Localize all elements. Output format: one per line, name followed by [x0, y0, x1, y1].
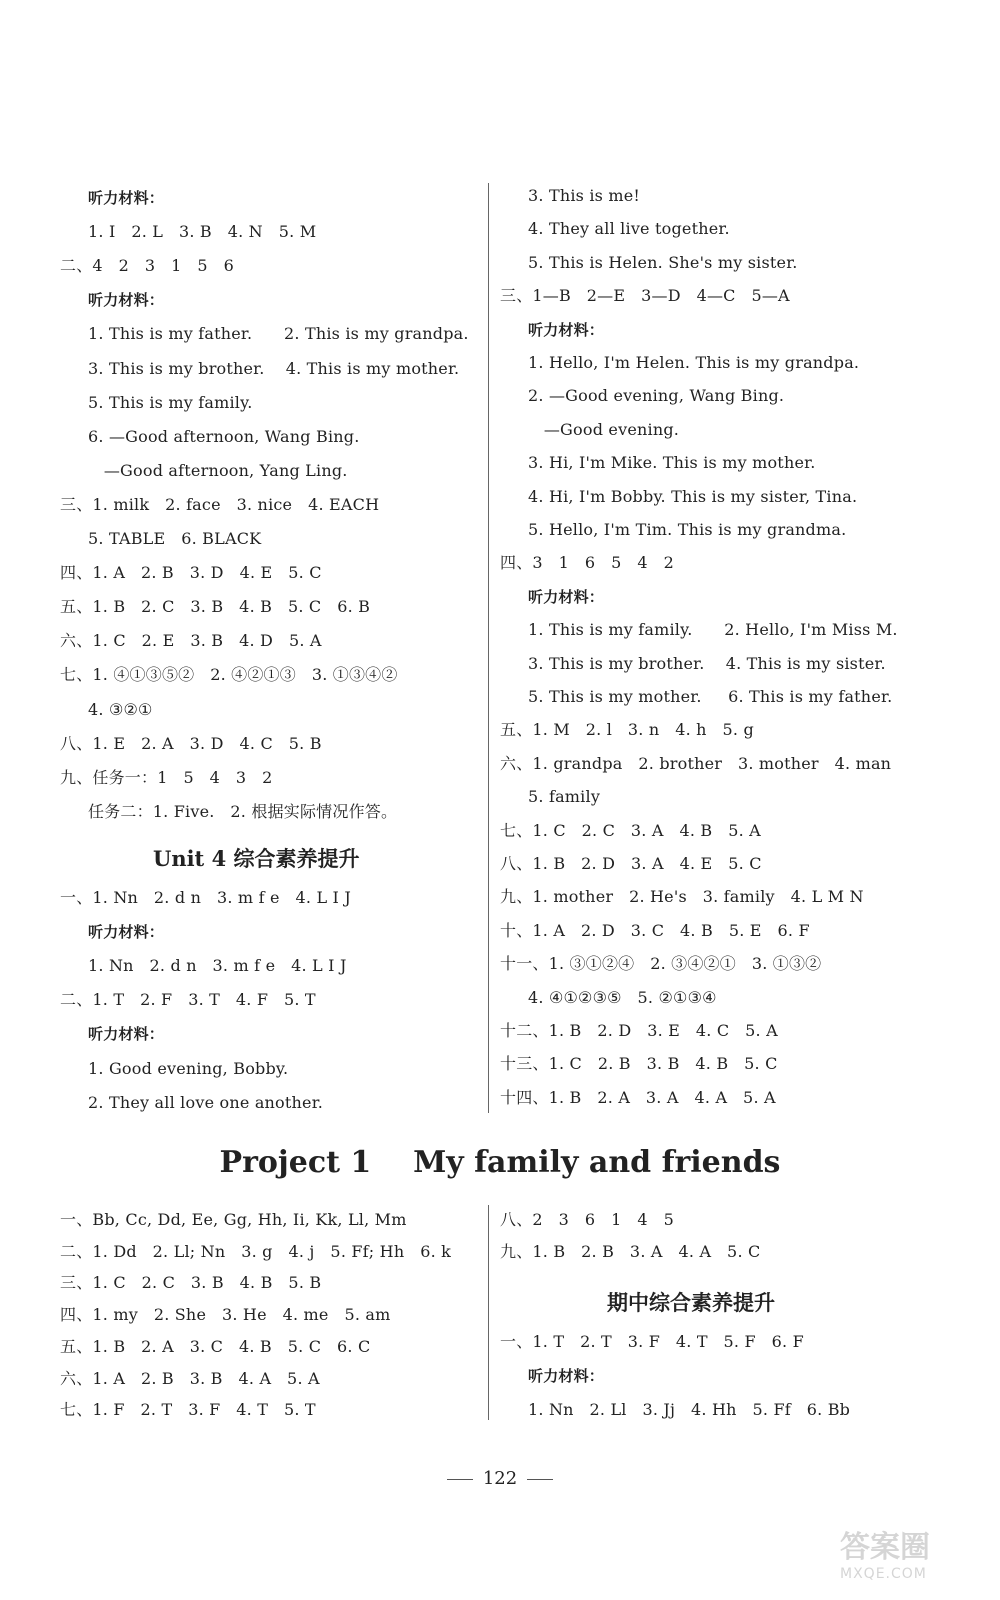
listening-material-heading: 听力材料：	[528, 1367, 605, 1385]
page-number: 122	[0, 1468, 1000, 1489]
column-divider-top	[488, 183, 489, 1113]
answer-line: 九、1. mother 2. He's 3. family 4. L M N	[500, 887, 864, 907]
answer-line: 任务二：1. Five. 2. 根据实际情况作答。	[88, 801, 398, 821]
answer-line: 5. This is my family.	[88, 392, 253, 412]
project-title: Project 1 My family and friends	[219, 1145, 781, 1180]
answer-line: 5. This is my mother. 6. This is my father.	[528, 687, 893, 706]
answer-line: 二、1. T 2. F 3. T 4. F 5. T	[60, 990, 316, 1010]
answer-line: 1. Nn 2. d n 3. m f e 4. L I J	[88, 956, 347, 976]
listening-material-heading: 听力材料：	[88, 1025, 165, 1044]
answer-line: 1. Hello, I'm Helen. This is my grandpa.	[528, 353, 860, 372]
unit4-title: Unit 4 综合素养提升	[153, 846, 360, 871]
answer-line: 四、1. A 2. B 3. D 4. E 5. C	[60, 563, 322, 583]
answer-line: 4. Hi, I'm Bobby. This is my sister, Tina.	[528, 486, 858, 506]
answer-line: 一、1. T 2. T 3. F 4. T 5. F 6. F	[500, 1332, 804, 1351]
listening-material-heading: 听力材料：	[88, 923, 165, 942]
answer-line: 六、1. A 2. B 3. B 4. A 5. A	[60, 1368, 320, 1388]
answer-line: 三、1. C 2. C 3. B 4. B 5. B	[60, 1273, 322, 1293]
answer-line: 4. ④①②③⑤ 5. ②①③④	[528, 987, 717, 1007]
answer-line: 四、3 1 6 5 4 2	[500, 553, 674, 573]
answer-line: 二、4 2 3 1 5 6	[60, 256, 234, 276]
answer-line: 二、1. Dd 2. Ll; Nn 3. g 4. j 5. Ff; Hh 6. k	[60, 1241, 452, 1261]
answer-line: 1. Nn 2. Ll 3. Jj 4. Hh 5. Ff 6. Bb	[528, 1400, 851, 1419]
answer-line: 3. This is me!	[528, 186, 641, 205]
answer-line: 一、1. Nn 2. d n 3. m f e 4. L I J	[60, 888, 351, 907]
column-divider-bottom	[488, 1205, 489, 1420]
answer-line: 七、1. F 2. T 3. F 4. T 5. T	[60, 1400, 316, 1420]
watermark-logo	[840, 1522, 980, 1592]
answer-line: 五、1. B 2. C 3. B 4. B 5. C 6. B	[60, 597, 371, 617]
answer-line: 十三、1. C 2. B 3. B 4. B 5. C	[500, 1054, 778, 1074]
answer-line: 1. This is my father. 2. This is my grandpa.	[88, 324, 469, 344]
answer-line: 三、1—B 2—E 3—D 4—C 5—A	[500, 286, 790, 306]
answer-line: 1. Good evening, Bobby.	[88, 1058, 289, 1078]
answer-line: 1. This is my family. 2. Hello, I'm Miss M.	[528, 620, 898, 640]
answer-line: 九、1. B 2. B 3. A 4. A 5. C	[500, 1241, 761, 1261]
answer-line: —Good afternoon, Yang Ling.	[88, 460, 348, 480]
answer-line: 四、1. my 2. She 3. He 4. me 5. am	[60, 1305, 391, 1325]
answer-line: 5. family	[528, 787, 601, 807]
answer-line: 一、Bb, Cc, Dd, Ee, Gg, Hh, Ii, Kk, Ll, Mm	[60, 1210, 407, 1229]
answer-line: —Good evening.	[528, 419, 680, 439]
answer-line: 3. This is my brother. 4. This is my sister.	[528, 653, 886, 673]
answer-line: 十二、1. B 2. D 3. E 4. C 5. A	[500, 1021, 778, 1040]
answer-line: 八、1. B 2. D 3. A 4. E 5. C	[500, 854, 762, 873]
answer-line: 八、2 3 6 1 4 5	[500, 1210, 674, 1229]
answer-line: 2. —Good evening, Wang Bing.	[528, 386, 785, 406]
answer-line: 六、1. C 2. E 3. B 4. D 5. A	[60, 631, 322, 651]
midterm-title: 期中综合素养提升	[607, 1290, 775, 1315]
answer-line: 5. Hello, I'm Tim. This is my grandma.	[528, 520, 847, 539]
answer-line: 七、1. ④①③⑤② 2. ④②①③ 3. ①③④②	[60, 665, 398, 685]
listening-material-heading: 听力材料：	[88, 291, 165, 310]
answer-line: 4. They all live together.	[528, 219, 730, 239]
watermark-bottom: MXQE.COM	[840, 1566, 927, 1582]
listening-material-heading: 听力材料：	[528, 320, 605, 339]
answer-line: 2. They all love one another.	[88, 1092, 324, 1112]
answer-line: 五、1. B 2. A 3. C 4. B 5. C 6. C	[60, 1336, 371, 1356]
answer-line: 3. This is my brother. 4. This is my mother.	[88, 358, 460, 378]
answer-line: 1. I 2. L 3. B 4. N 5. M	[88, 222, 317, 242]
answer-line: 6. —Good afternoon, Wang Bing.	[88, 426, 360, 446]
answer-line: 十四、1. B 2. A 3. A 4. A 5. A	[500, 1087, 776, 1107]
answer-line: 七、1. C 2. C 3. A 4. B 5. A	[500, 820, 761, 840]
answer-line: 3. Hi, I'm Mike. This is my mother.	[528, 453, 816, 473]
watermark-top: 答案圈	[840, 1530, 930, 1565]
listening-material-heading: 听力材料：	[88, 189, 165, 207]
answer-line: 十一、1. ③①②④ 2. ③④②① 3. ①③②	[500, 954, 822, 974]
answer-line: 5. TABLE 6. BLACK	[88, 529, 262, 548]
answer-line: 八、1. E 2. A 3. D 4. C 5. B	[60, 733, 322, 753]
listening-material-heading: 听力材料：	[528, 587, 605, 606]
answer-line: 4. ③②①	[88, 699, 153, 719]
answer-line: 六、1. grandpa 2. brother 3. mother 4. man	[500, 753, 892, 773]
answer-line: 九、任务一：1 5 4 3 2	[60, 767, 273, 787]
answer-line: 三、1. milk 2. face 3. nice 4. EACH	[60, 494, 380, 514]
answer-line: 十、1. A 2. D 3. C 4. B 5. E 6. F	[500, 920, 810, 940]
answer-line: 5. This is Helen. She's my sister.	[528, 252, 798, 272]
answer-line: 五、1. M 2. l 3. n 4. h 5. g	[500, 720, 754, 740]
